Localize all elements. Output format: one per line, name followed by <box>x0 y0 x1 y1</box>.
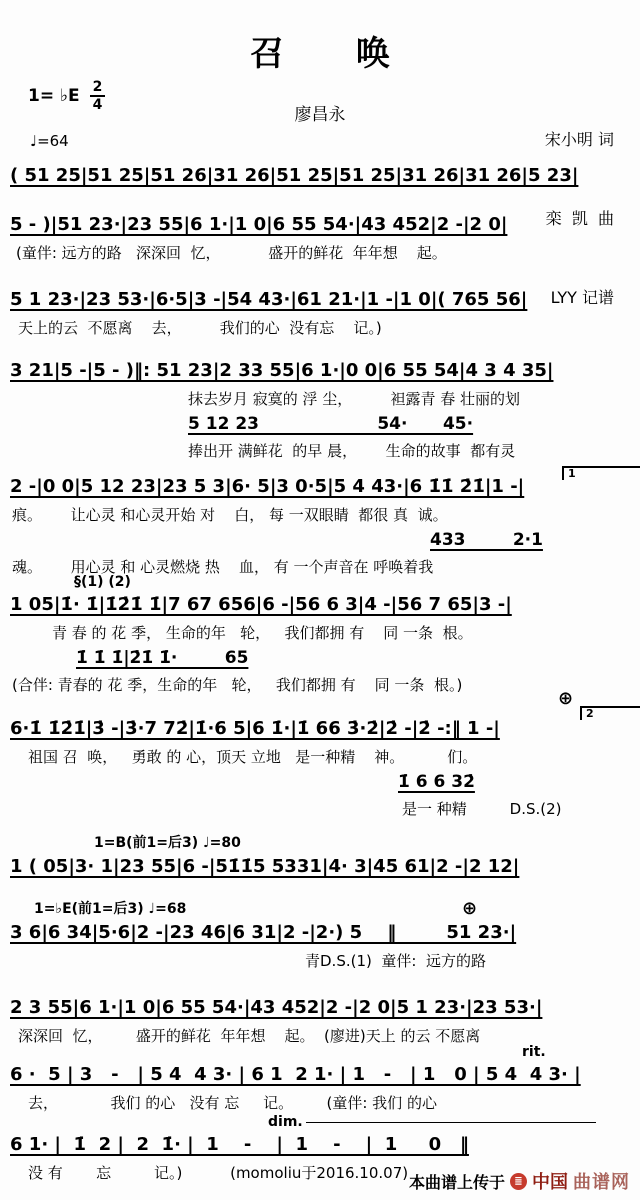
lyrics-line-voice1: 青 春 的 花 季， 生命的年 轮， 我们都拥 有 同 一条 根。 <box>52 624 473 642</box>
system-10 <box>10 995 634 1047</box>
system-9 <box>10 898 634 972</box>
key-change-marking: 1=♭E(前1=后3) ♩=68 <box>34 901 187 917</box>
lyrics-line-voice2: 捧出开 满鲜花 的早 晨， 生命的故事 都有灵 <box>188 442 516 460</box>
lyrics-line-voice2: (合伴: 青春的 花 季，生命的年 轮， 我们都拥 有 同 一条 根。) <box>12 676 463 694</box>
system-8 <box>10 832 634 880</box>
lyricist-credit: 宋小明 词 <box>544 129 614 149</box>
site-name-part2: 曲谱网 <box>573 1172 630 1193</box>
song-title: 召 唤 <box>250 34 406 74</box>
lyrics-line-voice2: 魂。 用心灵 和 心灵燃烧 热 血， 有 一个声音在 呼唤着我 <box>12 558 434 576</box>
notes-line: 5 1 23·|23 53·|6·5|3 -|54 43·|61 21·|1 -|1 0|( 765 56| <box>10 289 528 310</box>
system-4 <box>10 358 634 462</box>
key-signature <box>28 80 105 112</box>
notes-line: 6·1̇ 1̇2̇1̇|3̇ -|3̇·7 72̇|1̇·6 5|6 1̇·|1̇ 66 3̇·2̇|2̇ -|2̇ -:‖ 1 -| <box>10 718 500 739</box>
notes-line-voice2: 433 2·1 <box>430 530 543 550</box>
transcriber-credit: LYY 记谱 <box>550 288 614 308</box>
volta-bracket-2: 2 <box>580 706 640 720</box>
coda-icon: ⊕ <box>558 688 574 709</box>
lyrics-line: 青D.S.(1) 童伴: 远方的路 <box>305 952 486 970</box>
notes-line: 6 1· | 1̇ 2 | 2 1̇· | 1 - | 1 - | 1 0 ‖ <box>10 1134 469 1155</box>
lyrics-line: (童伴: 远方的路 深深回 忆， 盛开的鲜花 年年想 起。 <box>16 244 447 262</box>
time-signature <box>90 80 106 112</box>
notes-line-voice2: 1̇ 1̇ 1̇|2̇1̇ 1̇· 65 <box>76 648 249 668</box>
volta-bracket-1: 1 <box>562 466 640 480</box>
key-change-marking: 1=B(前1=后3) ♩=80 <box>94 835 241 851</box>
notes-line-voice2: 5 12 23 54· 45· <box>188 414 474 434</box>
key-label: 1= ♭E <box>28 86 80 106</box>
time-denominator: 4 <box>92 97 103 113</box>
site-attribution <box>409 1168 630 1194</box>
system-6 <box>10 574 634 696</box>
lyrics-line: 天上的云 不愿离 去， 我们的心 没有忘 记。) <box>18 319 382 337</box>
notes-line: 6 · 5 | 3 - | 5 4 4 3· | 6 1 2 1· | 1 - | 1 0 | 5 4 4 3· | <box>10 1064 581 1085</box>
notes-line: 3 6|6 34|5·6|2 -|23 46|6 31|2 -|2·) 5 ‖ 51 23·| <box>10 922 517 943</box>
system-3 <box>10 287 634 339</box>
tempo-marking: ♩=64 <box>30 132 69 150</box>
notes-line: 1 ( 05|3· 1|23 55|6 -|51̇1̇5 5331|4· 3|45 61|2 -|2 12| <box>10 856 520 877</box>
lyrics-line-voice1: 祖国 召 唤， 勇敢 的 心，顶天 立地 是一种精 神。 们。 <box>28 748 478 766</box>
system-1 <box>10 163 634 189</box>
system-7 <box>10 688 634 820</box>
notes-line: 2 -|0 0|5 12 23|23 5 3|6· 5|3 0·5|5 4 43·|6 1̇1̇ 2̇1̇|1 -| <box>10 476 525 497</box>
notes-line: 2 3 55|6 1·|1 0|6 55 54·|43 452|2 -|2 0|5 1 23·|23 53·| <box>10 997 543 1018</box>
notes-line: 5 - )|51 23·|23 55|6 1·|1 0|6 55 54·|43 452|2 -|2 0| <box>10 214 508 235</box>
dim-marking: dim. <box>268 1114 303 1130</box>
lyrics-line-voice2: 是一 种精 D.S.(2) <box>402 800 562 818</box>
performer-name: 廖昌永 <box>294 105 346 125</box>
lyrics-line: 去， 我们 的心 没有 忘 记。 (童伴: 我们 的心 <box>28 1094 437 1112</box>
composer-credit: 栾 凯 曲 <box>545 208 614 228</box>
system-5 <box>10 467 634 578</box>
time-numerator: 2 <box>90 80 106 97</box>
notes-line: 3 21|5 -|5 - )‖: 51 23|2 33 55|6 1·|0 0|6 55 54|4 3 4 35| <box>10 360 554 381</box>
system-2 <box>10 212 634 264</box>
notes-line: 1 05|1̇· 1̇|1̇2̇1̇ 1̇|7 67 656|6 -|56 6 3|4 -|56 7 65|3 -| <box>10 594 512 615</box>
segno-marking: §(1) (2) <box>74 574 131 590</box>
lyrics-line-voice1: 痕。 让心灵 和心灵开始 对 白， 每 一双眼睛 都很 真 诚。 <box>12 506 448 524</box>
site-logo-icon: ≣ <box>510 1173 527 1190</box>
attribution-text: 本曲谱上传于 <box>408 1172 505 1192</box>
notes-line-voice2: 1̇ 6 6 32̇ <box>398 772 475 792</box>
lyrics-line: 深深回 忆， 盛开的鲜花 年年想 起。 (廖进)天上 的云 不愿离 <box>18 1027 481 1045</box>
coda-icon: ⊕ <box>462 898 478 919</box>
site-name-part1: 中国 <box>532 1172 568 1193</box>
notes-line: ( 51 25|51 25|51 26|31 26|51 25|51 25|31 26|31 26|5 23| <box>10 165 579 186</box>
dim-extension-line <box>306 1122 596 1123</box>
lyrics-line-voice1: 抹去岁月 寂寞的 浮 尘， 袒露青 春 壮丽的划 <box>188 390 520 408</box>
system-11 <box>10 1044 634 1114</box>
lyrics-line: 没 有 忘 记。) (momoliu于2016.10.07) <box>28 1164 409 1182</box>
rit-marking: rit. <box>522 1044 546 1060</box>
